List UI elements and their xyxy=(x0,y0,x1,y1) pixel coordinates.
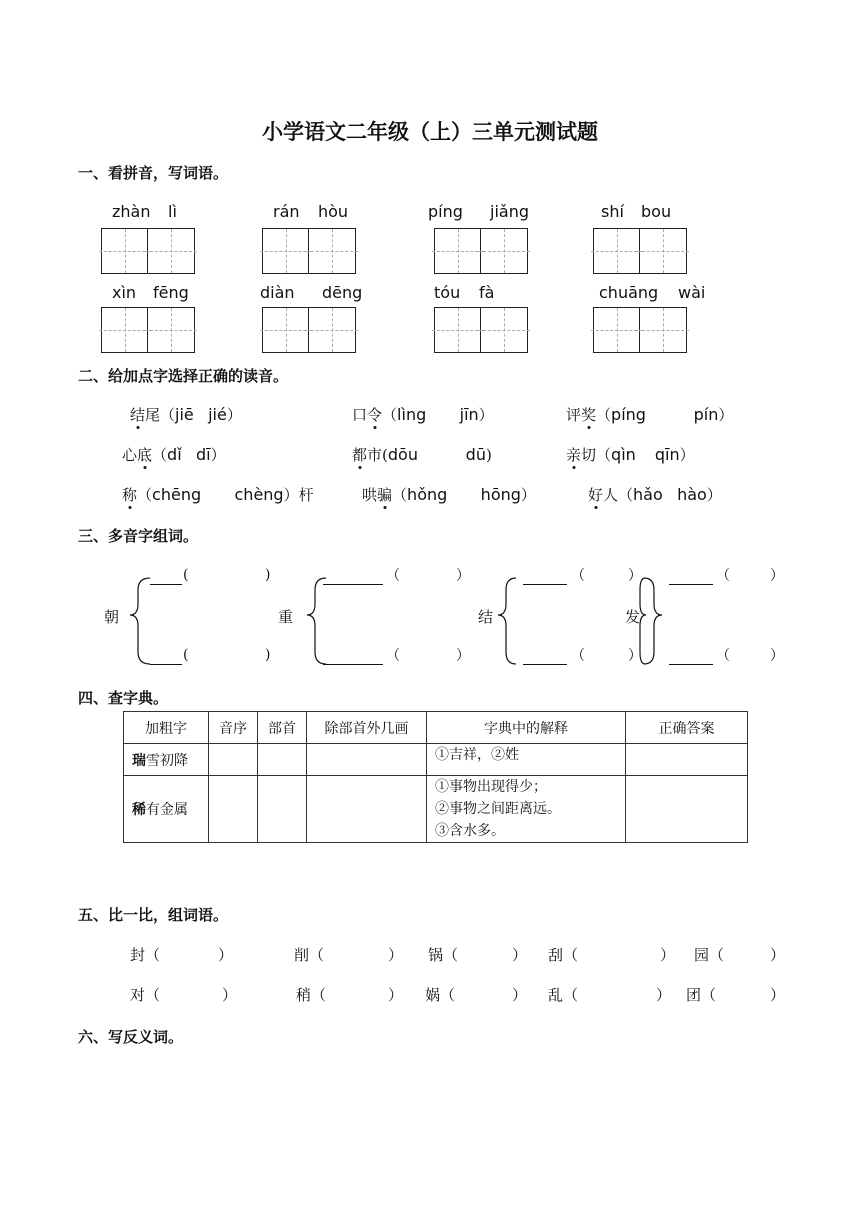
explanation-cell: ①吉祥，②姓 xyxy=(427,744,626,776)
compare-item: 园（ xyxy=(694,946,725,964)
section-5-heading: 五、比一比，组词语。 xyxy=(78,906,229,924)
pinyin-1b: lì xyxy=(168,202,177,221)
reading-item: 好人（hǎo hào） xyxy=(588,485,722,504)
writing-box[interactable] xyxy=(262,307,356,353)
paren-close: ） xyxy=(512,946,528,964)
pinyin-6b: dēng xyxy=(322,283,363,302)
paren-open: ( xyxy=(183,567,189,583)
paren-close: ） xyxy=(770,648,784,664)
paren-close: ） xyxy=(656,986,672,1004)
paren-close: ） xyxy=(456,648,470,664)
compare-item: 锅（ xyxy=(428,946,459,964)
paren-close: ） xyxy=(456,568,470,584)
pinyin-2a: rán xyxy=(273,202,300,221)
answer-blank[interactable] xyxy=(669,584,713,585)
answer-blank[interactable] xyxy=(523,664,567,665)
pinyin-5b: fēng xyxy=(153,283,189,302)
pinyin-6a: diàn xyxy=(260,283,295,302)
paren-open: （ xyxy=(386,648,400,664)
pinyin-3a: píng xyxy=(428,202,463,221)
paren-close: ） xyxy=(628,568,642,584)
word-cell: 稀有金属 xyxy=(124,776,209,843)
paren-close: ) xyxy=(265,647,271,663)
section-6-heading: 六、写反义词。 xyxy=(78,1028,184,1046)
answer-cell[interactable] xyxy=(626,744,748,776)
pinyin-3b: jiǎng xyxy=(490,202,529,221)
pinyin-2b: hòu xyxy=(318,202,349,221)
reading-item: 口令（lìng jīn） xyxy=(352,405,494,424)
answer-blank[interactable] xyxy=(669,664,713,665)
explanation-cell: ①事物出现得少； ②事物之间距离远。 ③含水多。 xyxy=(427,776,626,843)
table-header: 正确答案 xyxy=(626,712,748,744)
compare-item: 封（ xyxy=(130,946,161,964)
reading-item: 结尾（jiē jié） xyxy=(130,405,242,424)
paren-open: （ xyxy=(571,568,585,584)
reading-item: 哄骗（hǒng hōng） xyxy=(362,485,536,504)
table-header: 除部首外几画 xyxy=(307,712,427,744)
answer-cell[interactable] xyxy=(626,776,748,843)
table-header: 加粗字 xyxy=(124,712,209,744)
answer-cell[interactable] xyxy=(209,744,258,776)
writing-box[interactable] xyxy=(434,307,528,353)
table-row xyxy=(124,776,748,843)
paren-close: ） xyxy=(218,946,234,964)
pinyin-4a: shí xyxy=(601,202,624,221)
answer-cell[interactable] xyxy=(307,776,427,843)
reading-item: 亲切（qìn qīn） xyxy=(566,445,695,464)
answer-cell[interactable] xyxy=(258,744,307,776)
compare-item: 娲（ xyxy=(425,986,456,1004)
writing-box[interactable] xyxy=(593,307,687,353)
paren-close: ） xyxy=(512,986,528,1004)
word-cell: 瑞雪初降 xyxy=(124,744,209,776)
polyphone-char: 重 xyxy=(278,608,294,626)
compare-item: 对（ xyxy=(130,986,161,1004)
pinyin-4b: bou xyxy=(641,202,672,221)
table-header: 部首 xyxy=(258,712,307,744)
answer-blank[interactable] xyxy=(523,584,567,585)
compare-item: 稍（ xyxy=(296,986,327,1004)
paren-close: ) xyxy=(265,567,271,583)
table-header: 音序 xyxy=(209,712,258,744)
answer-blank[interactable] xyxy=(150,664,182,665)
compare-item: 乱（ xyxy=(548,986,579,1004)
answer-cell[interactable] xyxy=(209,776,258,843)
writing-box[interactable] xyxy=(262,228,356,274)
page-title: 小学语文二年级（上）三单元测试题 xyxy=(262,119,598,144)
polyphone-char: 朝 xyxy=(104,608,120,626)
paren-close: ） xyxy=(770,986,786,1004)
reading-item: 心底（dǐ dī） xyxy=(122,445,226,464)
reading-item: 称（chēng chèng）杆 xyxy=(122,485,314,504)
answer-cell[interactable] xyxy=(307,744,427,776)
paren-close: ） xyxy=(770,568,784,584)
polyphone-char: 发 xyxy=(625,608,641,626)
paren-open: ( xyxy=(183,647,189,663)
paren-close: ） xyxy=(628,648,642,664)
compare-item: 团（ xyxy=(686,986,717,1004)
pinyin-1a: zhàn xyxy=(112,202,151,221)
paren-open: （ xyxy=(716,648,730,664)
paren-open: （ xyxy=(571,648,585,664)
pinyin-7b: fà xyxy=(479,283,495,302)
paren-close: ） xyxy=(388,946,404,964)
pinyin-5a: xìn xyxy=(112,283,137,302)
brace-lines xyxy=(0,560,860,670)
section-3-heading: 三、多音字组词。 xyxy=(78,527,199,545)
paren-open: （ xyxy=(716,568,730,584)
compare-item: 刮（ xyxy=(548,946,579,964)
paren-close: ） xyxy=(770,946,786,964)
reading-item: 都市(dōu dū) xyxy=(352,445,492,464)
answer-blank[interactable] xyxy=(150,584,182,585)
answer-blank[interactable] xyxy=(323,664,383,665)
paren-close: ） xyxy=(660,946,676,964)
writing-box[interactable] xyxy=(434,228,528,274)
answer-blank[interactable] xyxy=(323,584,383,585)
table-header: 字典中的解释 xyxy=(427,712,626,744)
section-1-heading: 一、看拼音，写词语。 xyxy=(78,164,229,182)
paren-close: ） xyxy=(222,986,238,1004)
compare-item: 削（ xyxy=(294,946,325,964)
writing-box[interactable] xyxy=(101,228,195,274)
pinyin-7a: tóu xyxy=(434,283,461,302)
writing-box[interactable] xyxy=(101,307,195,353)
section-4-heading: 四、查字典。 xyxy=(78,689,169,707)
answer-cell[interactable] xyxy=(258,776,307,843)
pinyin-8b: wài xyxy=(678,283,706,302)
paren-close: ） xyxy=(388,986,404,1004)
polyphone-char: 结 xyxy=(478,608,494,626)
reading-item: 评奖（píng pín） xyxy=(566,405,734,424)
section-2-heading: 二、给加点字选择正确的读音。 xyxy=(78,367,289,385)
table-row xyxy=(124,744,748,776)
writing-box[interactable] xyxy=(593,228,687,274)
dictionary-table xyxy=(123,711,748,843)
pinyin-8a: chuāng xyxy=(599,283,659,302)
paren-open: （ xyxy=(386,568,400,584)
